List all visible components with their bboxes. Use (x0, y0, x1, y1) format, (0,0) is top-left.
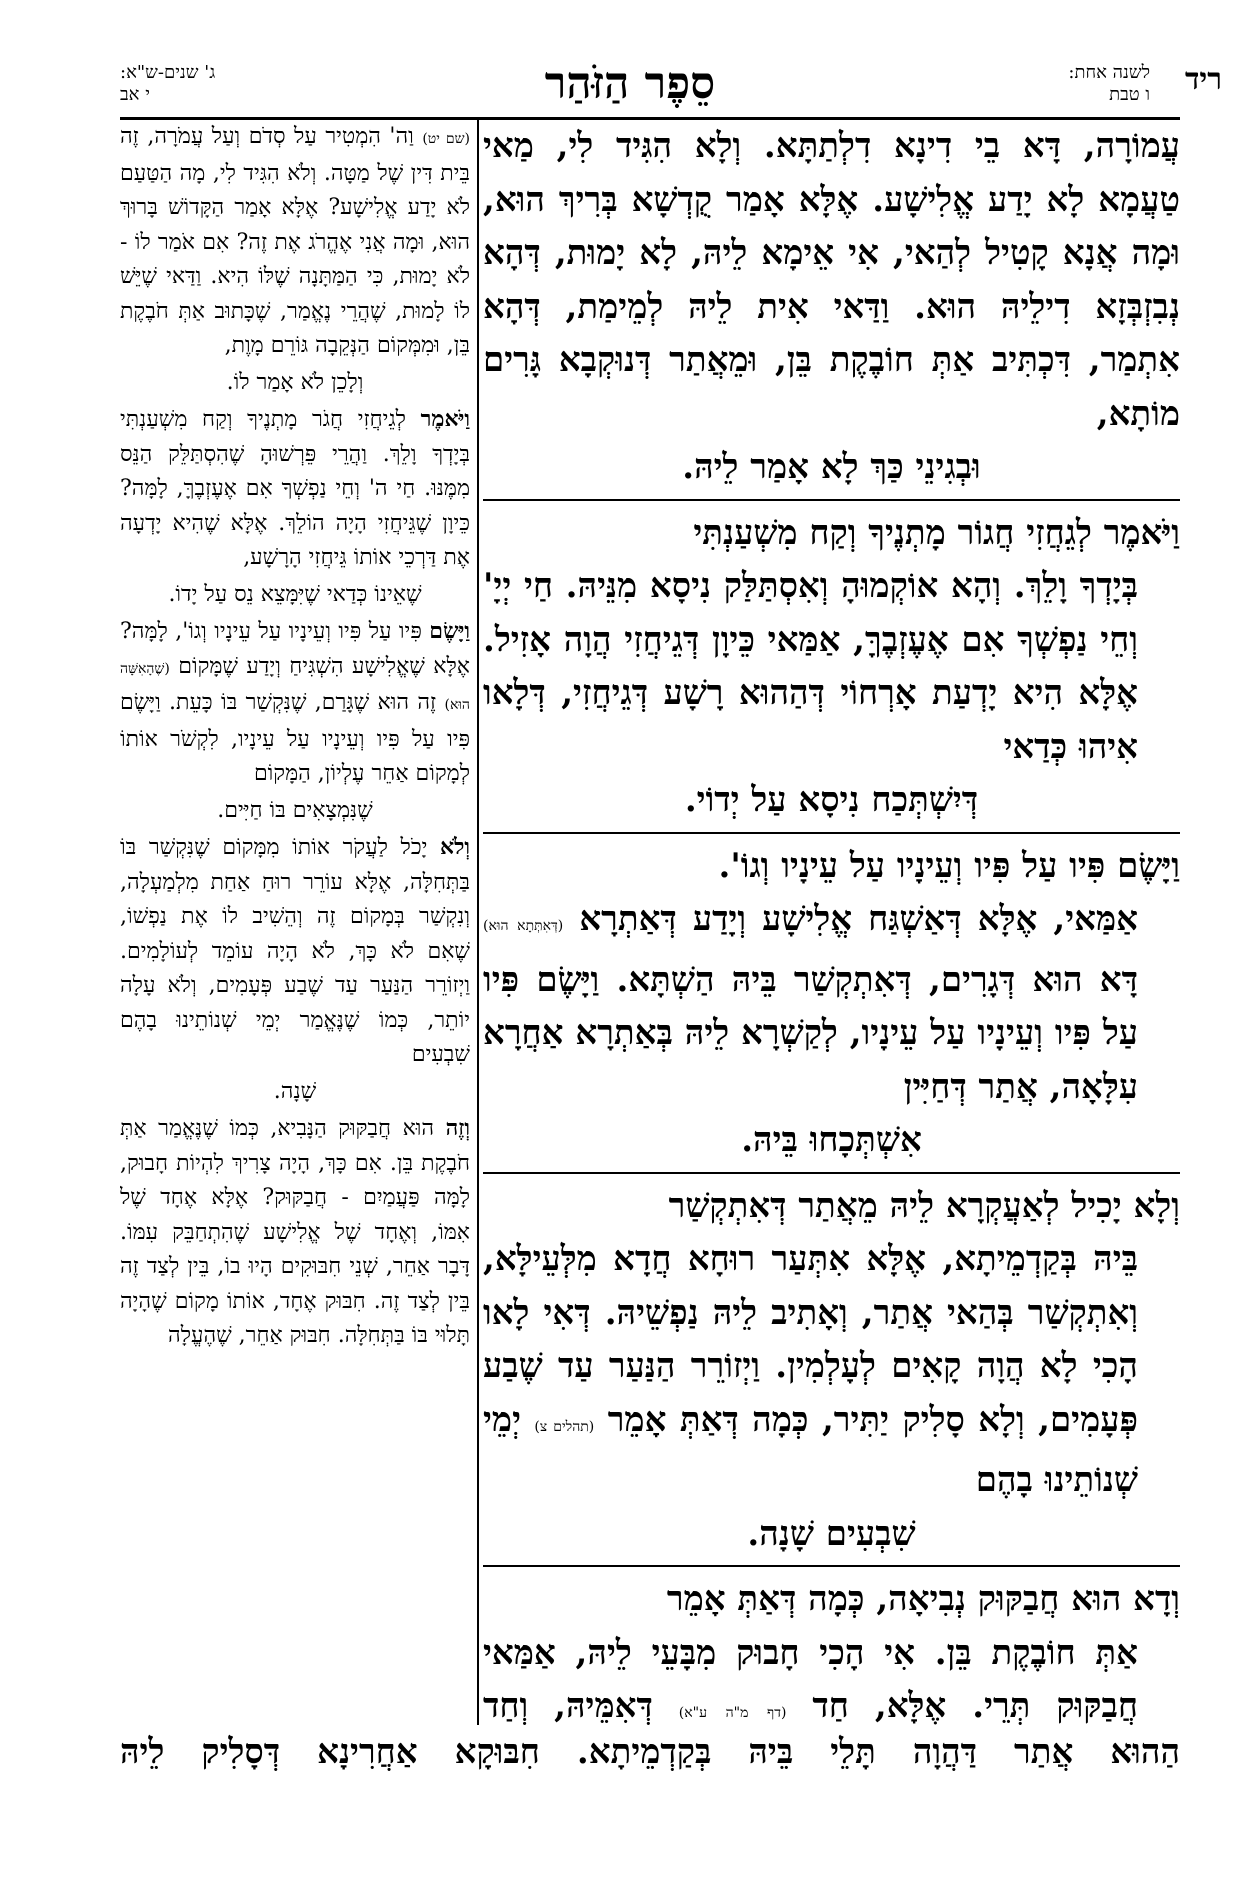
main-paragraph-3-text: אַמַּאי, אֶלָּא דְּאַשְׁגַּח אֱלִישָׁע וְיָדַע דְּאַתְרָא (579, 899, 1138, 939)
main-paragraph-4-ref: (תהלים צ) (534, 1418, 595, 1435)
side-paragraph-5-text: הוּא חֲבַקּוּק הַנָּבִיא, כְּמוֹ שֶׁנֶּאֱמַר אַתְּ חֹבֶקֶת בֵּן. אִם כָּךְ, הָיָה צָרִיךְ לִהְיוֹת חָבוּק, לָמָּה פַּעֲמַיִם - חֲבַקּוּק? אֶלָּא אֶחָד שֶׁל אִמּוֹ, וְאֶחָד שֶׁל אֱלִישָׁע שֶׁהִתְחַבֵּק עִמּוֹ. דָּבָר אַחֵר, שְׁנֵי חִבּוּקִים הָיוּ בוֹ, בֵּין לְצַד זֶה בֵּין לְצַד זֶה. חִבּוּק אֶחָד, אוֹתוֹ מָקוֹם שֶׁהָיָה תָּלוּי בּוֹ בַּתְּחִלָּה. חִבּוּק אַחֵר, שֶׁהֶעֱלָה (120, 1116, 470, 1348)
main-paragraph-2-end: דְּיִשְׁתְּכַח נִיסָא עַל יְדוֹי. (684, 780, 979, 820)
header-left-line2: י אב (120, 84, 150, 105)
header-right-reading-plan (990, 62, 1150, 106)
header-right-line2: ו טבת (1109, 84, 1150, 105)
main-paragraph-3-first: וַיָּשֶׂם פִּיו עַל פִּיו וְעֵינָיו עַל עֵינָיו וְגוֹ'. (718, 845, 1180, 886)
main-paragraph-3-rest: דָּא הוּא דְּגָרִים, דְּאִתְקְשַׁר בֵּיהּ הַשְׁתָּא. וַיָּשֶׂם פִּיו עַל פִּיו וְעֵינָיו עַל עֵינָיו, לְקַשְׁרָא לֵיהּ בְּאַתְרָא אַחֲרָא עִלָּאָה, אֲתַר דְּחַיִּין (483, 959, 1138, 1107)
side-paragraph-1-text: וַה' הִמְטִיר עַל סְדֹם וְעַל עֲמֹרָה, זֶה בֵּית דִּין שֶׁל מַטָּה. וְלֹא הִגִּיד לִי, מָה הַטַּעַם לֹא יָדַע אֱלִישָׁע? אֶלָּא אָמַר הַקָּדוֹשׁ בָּרוּךְ הוּא, וּמָה אֲנִי אֶהֱרֹג אֶת זֶה? אִם אֹמַר לוֹ - לֹא יָמוּת, כִּי הַמַּתָּנָה שֶׁלּוֹ הִיא. וַדַּאי שֶׁיֵּשׁ לוֹ לָמוּת, שֶׁהֲרֵי נֶאֱמַר, שֶׁכָּתוּב אַתְּ חֹבֶקֶת בֵּן, וּמִמְּקוֹם הַנְּקֵבָה גּוֹרֵם מָוֶת, (120, 124, 470, 358)
main-paragraph-5-ref: (דף מ"ה ע"א) (678, 1705, 787, 1721)
side-paragraph-4-text: יָכֹל לַעֲקֹר אוֹתוֹ מִמָּקוֹם שֶׁנִּקְשַׁר בּוֹ בַּתְּחִלָּה, אֶלָּא עוֹרֵר רוּחַ אַחַת מִלְמַעְלָה, וְנִקְשַׁר בְּמָקוֹם זֶה וְהֵשִׁיב לוֹ אֶת נַפְשׁוֹ, שֶׁאִם לֹא כָּךְ, לֹא הָיָה עוֹמֵד לְעוֹלָמִים. וַיְזוֹרֵר הַנַּעַר עַד שֶׁבַע פְּעָמִים, וְלֹא עָלָה יוֹתֵר, כְּמוֹ שֶׁנֶּאֱמַר יְמֵי שְׁנוֹתֵינוּ בָהֶם שִׁבְעִים (120, 835, 470, 1067)
header-right-line1: לשנה אחת: (1068, 62, 1150, 83)
translation-column (120, 120, 470, 1725)
main-paragraph-4-end: שִׁבְעִים שָׁנָה. (747, 1513, 916, 1554)
side-paragraph-3-lead: וַיָּשֶׂם (429, 618, 470, 644)
side-paragraph-3-ref: (שֶׁהָאִשָּׁה הוּא) (120, 660, 470, 713)
side-paragraph-2-end: שֶׁאֵינוֹ כְּדַאי שֶׁיִּמָּצֵא נֵס עַל יָדוֹ. (168, 581, 422, 607)
side-paragraph-2-text: לְגֵיחֲזִי חֲגֹר מָתְנֶיךָ וְקַח מִשְׁעַנְתִּי בְּיָדְךָ וָלֵךְ. וַהֲרֵי פֵּרְשׁוּהָ שֶׁהִסְתַּלֵּק הַנֵּס מִמֶּנּוּ. חַי ה' וְחֵי נַפְשְׁךָ אִם אֶעֶזְבֶךָּ, לָמָּה? כֵּיוָן שֶׁגֵּיחֲזִי הָיָה הוֹלֵךְ. אֶלָּא שֶׁהִיא יָדְעָה אֶת דַּרְכֵי אוֹתוֹ גֵּיחֲזִי הָרָשָׁע, (120, 407, 470, 570)
side-paragraph-5 (120, 1111, 470, 1354)
main-paragraph-1 (483, 120, 1180, 501)
main-paragraph-4-rest: יְמֵי שְׁנוֹתֵינוּ בָהֶם (483, 1399, 1138, 1500)
main-text-column (483, 120, 1180, 1725)
main-paragraph-5-first: וְדָא הוּא חֲבַקּוּק נְבִיאָה, כְּמָה דְּאַתְּ אָמֵר (666, 1579, 1180, 1619)
bottom-full-width-line: הַהוּא אֲתַר דַּהֲוָה תָּלֵי בֵּיהּ בְּקַדְמֵיתָא. חִבּוּקָא אַחֲרִינָא דְּסָלִיק לֵיהּ (120, 1732, 1180, 1772)
main-paragraph-3-body (483, 893, 1180, 1114)
main-paragraph-3-end: אִשְׁתְּכָחוּ בֵּיהּ. (741, 1120, 922, 1160)
side-paragraph-1-ref: (שם יט) (422, 131, 470, 147)
side-paragraph-3 (120, 614, 470, 792)
main-paragraph-4-body (483, 1233, 1180, 1508)
main-paragraph-5 (483, 1573, 1180, 1725)
book-title: סֵפֶר הַזֹּהַר (544, 58, 716, 109)
main-paragraph-2 (483, 507, 1180, 834)
main-paragraph-4-first: וְלָא יָכִיל לְאַעֲקְרָא לֵיהּ מֵאֲתַר דְּאִתְקְשַׁר (668, 1185, 1180, 1226)
main-paragraph-3-ref: (דְּאִתְּתָא הוּא) (483, 918, 564, 934)
side-paragraph-4-lead: וְלֹא (439, 834, 470, 860)
main-paragraph-5-rest: דְּאִמֵּיהּ, וְחַד (483, 1686, 653, 1725)
side-paragraph-1 (120, 120, 470, 364)
main-paragraph-4 (483, 1180, 1180, 1568)
side-paragraph-5-lead: וְזֶה (445, 1115, 470, 1141)
column-divider (477, 120, 479, 1725)
main-paragraph-2-first: וַיֹּאמֶר לְגֵחֲזִי חֲגוֹר מָתְנֶיךָ וְקַח מִשְׁעַנְתִּי (693, 512, 1180, 553)
main-paragraph-3 (483, 840, 1180, 1174)
main-paragraph-1-body: עֲמוֹרָה, דָּא בֵי דִינָא דִלְתַתָּא. וְלָא הִגִּיד לִי, מַאי טַעֲמָא לָא יָדַע אֱלִישָׁע. אֶלָּא אָמַר קֻדְשָׁא בְּרִיךְ הוּא, וּמָה אֲנָא קָטִיל לְהַאי, אִי אֵימָא לֵיהּ, לָא יָמוּת, דְּהָא נְבִזְבְּזָא דִילֵיהּ הוּא. וַדַּאי אִית לֵיהּ לְמֵימַת, דְּהָא אִתְמַר, דִּכְתִּיב אַתְּ חוֹבֶקֶת בֵּן, וּמֵאֲתַר דְּנוּקְבָא גָּרִים מוֹתָא, (483, 126, 1180, 434)
header-left-reading-plan (120, 62, 285, 106)
main-paragraph-5-body (483, 1627, 1180, 1726)
main-paragraph-5-text: אַתְּ חוֹבֶקֶת בֵּן. אִי הָכִי חָבוּק מִבָּעֵי לֵיהּ, אַמַּאי חֲבַקּוּק תְּרֵי. אֶלָּא, חַד (483, 1632, 1138, 1725)
side-paragraph-3-end: שֶׁנִּמְצָאִים בּוֹ חַיִּים. (217, 797, 373, 823)
side-paragraph-2-lead: וַיֹּאמֶר (420, 406, 470, 432)
main-paragraph-4-text: בֵּיהּ בְּקַדְמֵיתָא, אֶלָּא אִתְּעַר רוּחָא חֲדָא מִלְּעֵילָּא, וְאִתְקְשַׁר בְּהַאי אֲתַר, וְאָתִיב לֵיהּ נַפְשֵׁיהּ. דְּאִי לָאו הָכִי לָא הֲוָה קָאִים לְעָלְמִין. וַיְזוֹרֵר הַנַּעַר עַד שֶׁבַע פְּעָמִים, וְלָא סָלִיק יַתִּיר, כְּמָה דְּאַתְּ אָמֵר (483, 1239, 1138, 1440)
main-paragraph-1-end: וּבְגִינֵי כַּךְ לָא אָמַר לֵיהּ. (682, 447, 981, 487)
side-paragraph-4-end: שָׁנָה. (273, 1078, 317, 1104)
side-paragraph-2 (120, 402, 470, 576)
side-paragraph-4 (120, 830, 470, 1073)
header-left-line1: ג' שנים-ש"א: (120, 62, 216, 83)
side-paragraph-1-end: וְלָכֵן לֹא אָמַר לוֹ. (226, 369, 364, 395)
page-header (0, 58, 1253, 118)
page-number: ריד (1185, 62, 1223, 97)
main-paragraph-2-body: בְּיָדְךָ וָלֵךְ. וְהָא אוֹקְמוּהָ וְאִסְתַּלַּק נִיסָא מִנֵּיהּ. חַי יְיָ' וְחֵי נַפְשְׁךָ אִם אֶעֶזְבֶךָּ, אַמַּאי כֵּיוָן דְּגֵיחֲזִי הֲוָה אָזִיל. אֶלָּא הִיא יָדְעַת אָרְחוֹי דְּהַהוּא רָשָׁע דְּגֵיחֲזִי, דְּלָאו אִיהוּ כְּדַאי (483, 566, 1138, 767)
side-paragraph-3-text: פִּיו עַל פִּיו וְעֵינָיו עַל עֵינָיו וְגוֹ', לָמָּה? אֶלָּא שֶׁאֱלִישָׁע הִשְׁגִּיחַ וְיָדַע שֶׁמָּקוֹם (120, 619, 470, 679)
side-paragraph-3-rest: זֶה הוּא שֶׁגָּרַם, שֶׁנִּקְשַׁר בּוֹ כָּעֵת. וַיָּשֶׂם פִּיו עַל פִּיו וְעֵינָיו עַל עֵינָיו, לִקְשֹׁר אוֹתוֹ לְמָקוֹם אַחֵר עֶלְיוֹן, הַמָּקוֹם (120, 690, 470, 786)
